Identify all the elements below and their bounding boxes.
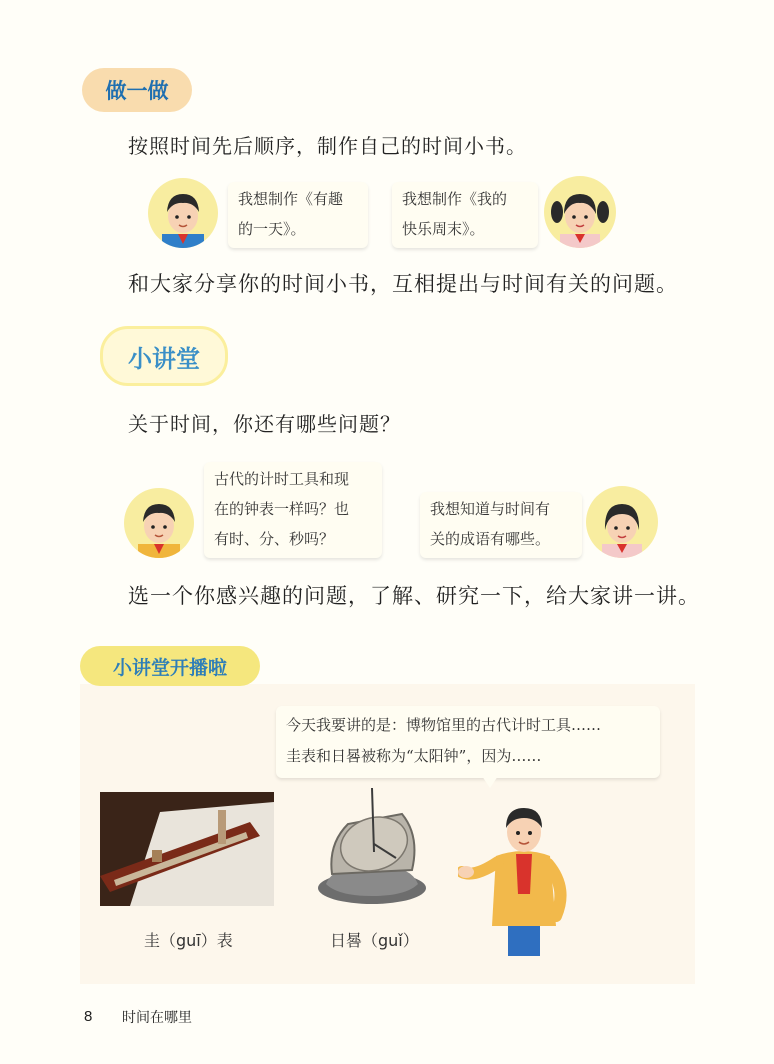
girl-speech-bubble-1: 我想制作《我的 快乐周末》。: [392, 182, 538, 248]
boy-speech-bubble-1: 我想制作《有趣 的一天》。: [228, 182, 368, 248]
share-text: 和大家分享你的时间小书，互相提出与时间有关的问题。: [128, 272, 678, 296]
rigui-caption: 日晷（guǐ）: [330, 931, 419, 950]
boy-speech-bubble-2: 古代的计时工具和现 在的钟表一样吗？也 有时、分、秒吗？: [204, 462, 382, 558]
girl-avatar-2: [586, 486, 658, 558]
section-tag-xiaojiangtang: 小讲堂: [100, 326, 228, 386]
boy-avatar: [148, 178, 218, 248]
task-text: 选一个你感兴趣的问题，了解、研究一下，给大家讲一讲。: [128, 584, 700, 608]
guibiao-caption: 圭（guī）表: [144, 931, 233, 950]
lecture-speech-bubble: 今天我要讲的是：博物馆里的古代计时工具…… 圭表和日晷被称为“太阳钟”，因为……: [276, 706, 660, 778]
instruction-text: 按照时间先后顺序，制作自己的时间小书。: [128, 134, 527, 158]
girl-avatar: [544, 176, 616, 248]
section-tag-zuoyizuo: 做一做: [82, 68, 192, 112]
rigui-sundial-image: [312, 784, 432, 908]
unit-title: 时间在哪里: [122, 1010, 192, 1026]
guibiao-photo: [100, 792, 274, 906]
bubble-tail: [480, 776, 500, 790]
section-tag-kaibo: 小讲堂开播啦: [80, 646, 260, 686]
girl-speech-bubble-2: 我想知道与时间有 关的成语有哪些。: [420, 492, 582, 558]
presenter-boy-illustration: [458, 798, 584, 958]
page-number: 8: [84, 1008, 93, 1025]
question-text: 关于时间，你还有哪些问题？: [128, 412, 401, 436]
boy-avatar-2: [124, 488, 194, 558]
